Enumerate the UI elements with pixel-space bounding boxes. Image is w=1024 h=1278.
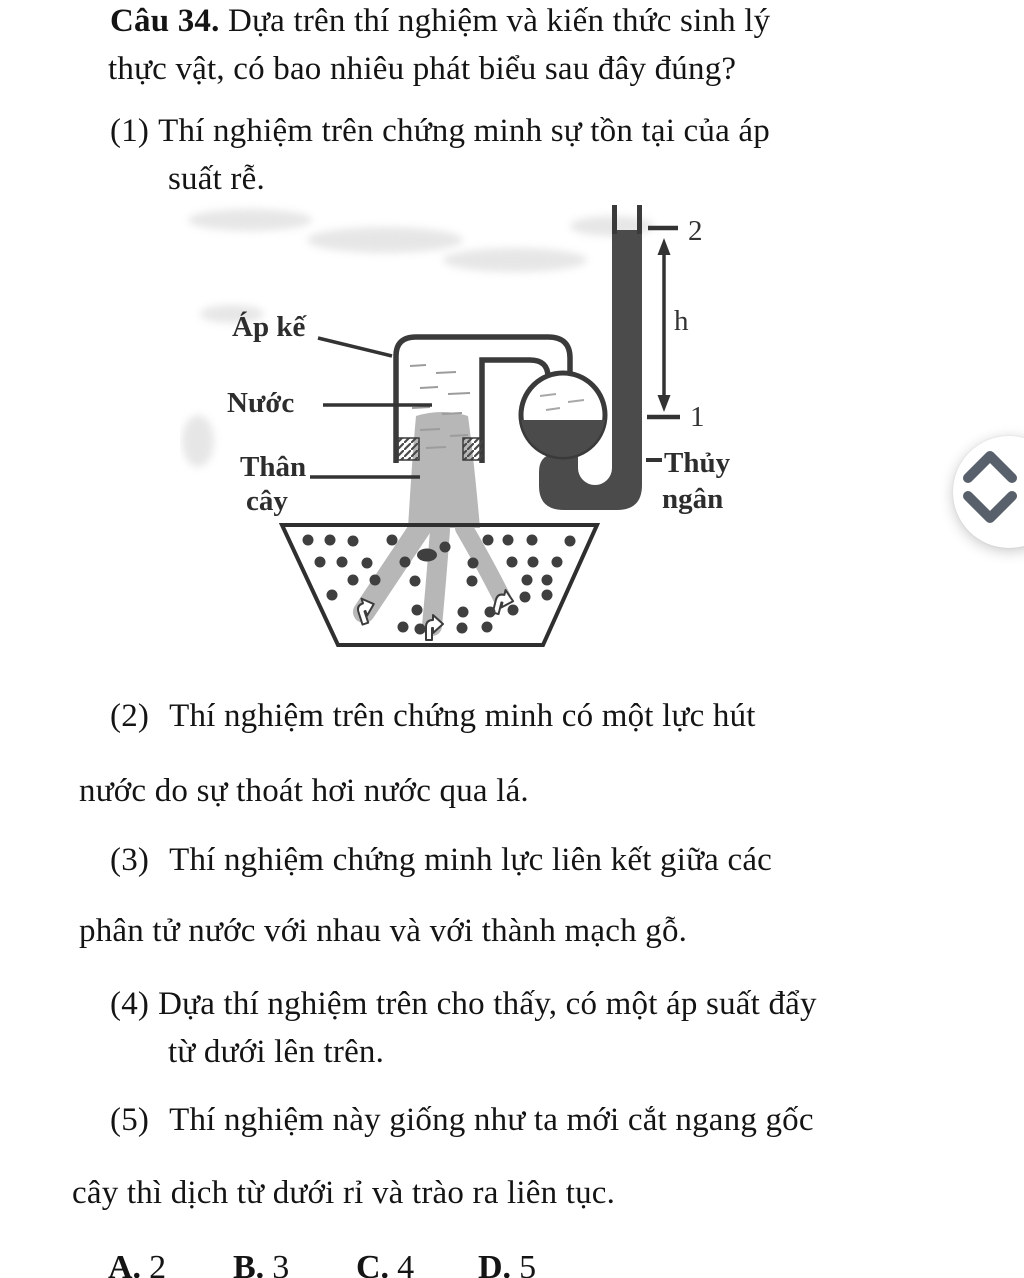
statement-5-line-1: (5) Thí nghiệm này giống như ta mới cắt ngang gốc [110,1102,814,1138]
chevron-down-icon[interactable] [968,496,1012,518]
statement-3-line-2: phân tử nước với nhau và với thành mạch gỗ. [79,913,688,949]
statement-4-line-1: (4) Dựa thí nghiệm trên cho thấy, có một áp suất đẩy [110,986,817,1022]
answer-option-c[interactable]: C. 4 [356,1249,415,1278]
answer-option-d[interactable]: D. 5 [478,1249,537,1278]
stem-label-line-1: Thân [240,451,307,483]
question-title-line-2: thực vật, có bao nhiêu phát biểu sau đây đúng? [108,51,737,87]
statement-1-line-2: suất rễ. [168,161,265,197]
statement-2-line-2: nước do sự thoát hơi nước qua lá. [79,773,529,809]
question-title-line-1: Câu 34. Dựa trên thí nghiệm và kiến thức sinh lý [110,3,771,39]
question-number: Câu 34. [110,3,220,39]
mercury-bulb [521,373,605,457]
statement-3-line-1: (3) Thí nghiệm chứng minh lực liên kết giữa các [110,842,773,878]
root-pressure-experiment-diagram [180,198,800,668]
scroll-widget[interactable] [953,436,1024,548]
manometer-label: Áp kế [232,311,306,343]
answer-option-b[interactable]: B. 3 [233,1249,290,1278]
answer-option-a[interactable]: A. 2 [108,1249,167,1278]
statement-2-line-1: (2) Thí nghiệm trên chứng minh có một lực hút [110,698,756,734]
stem-label-line-2: cây [246,485,288,517]
chevron-up-icon[interactable] [968,456,1012,478]
statement-1-line-1: (1) Thí nghiệm trên chứng minh sự tồn tại của áp [110,113,770,149]
mercury-label-line-1: Thủy [664,447,731,479]
level-1-label: 1 [690,401,705,433]
level-2-label: 2 [688,215,703,247]
mercury-column [539,230,642,510]
statement-5-line-2: cây thì dịch từ dưới rỉ và trào ra liên tục. [72,1175,616,1211]
manometer-pointer [318,338,392,356]
mercury-label-line-2: ngân [662,483,724,515]
water-label: Nước [227,387,295,419]
height-h-label: h [674,305,689,337]
statement-4-line-2: từ dưới lên trên. [168,1034,385,1070]
